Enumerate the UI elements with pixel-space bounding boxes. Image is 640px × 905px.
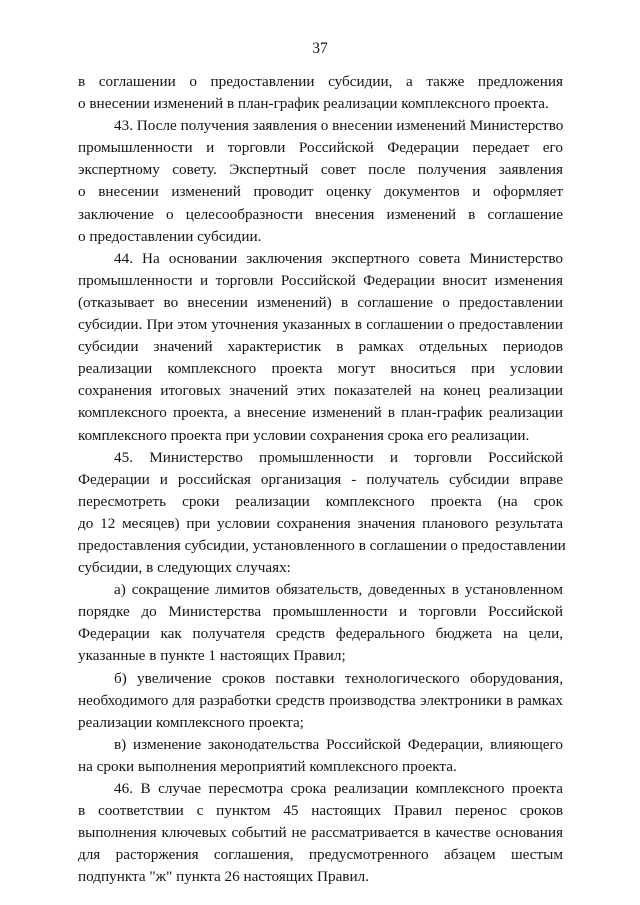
paragraph-line: предоставления субсидии, установленного в соглашении о предоставлении — [78, 536, 566, 554]
paragraph-line: 45. Министерство промышленности и торговли Российской — [114, 448, 563, 466]
paragraph — [78, 778, 563, 888]
paragraph-line: Федерации как получателя средств федерального бюджета на цели, — [78, 625, 563, 643]
paragraph-line: экспертному совету. Экспертный совет после получения заявления — [78, 161, 563, 179]
paragraph-line: субсидии, в следующих случаях: — [78, 559, 291, 577]
paragraph-line: комплексного проекта при условии сохранения срока его реализации. — [78, 426, 530, 444]
document-body — [78, 71, 566, 888]
paragraph-line: необходимого для разработки средств производства электроники в рамках — [78, 691, 563, 709]
paragraph-line: 44. На основании заключения экспертного совета Министерство — [114, 249, 563, 267]
paragraph-line: порядке до Министерства промышленности и торговли Российской — [78, 603, 563, 621]
paragraph-line: комплексного проекта, а внесение изменений в план-график реализации — [78, 404, 563, 422]
paragraph-line: подпункта "ж" пункта 26 настоящих Правил. — [78, 868, 369, 886]
paragraph-line: Федерации и российская организация - получатель субсидии вправе — [78, 470, 563, 488]
paragraph-line: в) изменение законодательства Российской Федерации, влияющего — [114, 735, 563, 753]
paragraph — [78, 579, 563, 667]
paragraph-line: 46. В случае пересмотра срока реализации комплексного проекта — [114, 780, 563, 797]
paragraph-line: заключение о целесообразности внесения изменений в соглашение — [78, 205, 563, 223]
paragraph — [78, 447, 566, 580]
paragraph-line: сохранения итоговых значений этих показателей на конец реализации — [78, 382, 563, 400]
paragraph — [78, 668, 563, 734]
paragraph-line: указанные в пункте 1 настоящих Правил; — [78, 647, 346, 665]
paragraph-line: о внесении изменений в план-график реализации комплексного проекта. — [78, 95, 549, 113]
paragraph-line: субсидии. При этом уточнения указанных в соглашении о предоставлении — [78, 316, 563, 334]
paragraph-line: на сроки выполнения мероприятий комплексного проекта. — [78, 757, 457, 775]
paragraph — [78, 734, 563, 778]
paragraph — [78, 71, 563, 115]
paragraph — [78, 115, 563, 248]
paragraph-line: (отказывает во внесении изменений) в соглашение о предоставлении — [78, 293, 563, 311]
paragraph-line: выполнения ключевых событий не рассматривается в качестве основания — [78, 824, 563, 842]
paragraph-line: для расторжения соглашения, предусмотренного абзацем шестым — [78, 846, 563, 864]
paragraph-line: в соглашении о предоставлении субсидии, а также предложения — [78, 73, 563, 90]
paragraph-line: субсидии значений характеристик в рамках отдельных периодов — [78, 338, 563, 356]
paragraph-line: в соответствии с пунктом 45 настоящих Правил перенос сроков — [78, 802, 563, 820]
paragraph-line: до 12 месяцев) при условии сохранения значения планового результата — [78, 514, 563, 532]
page-number: 37 — [312, 40, 328, 57]
paragraph-line: пересмотреть сроки реализации комплексного проекта (на срок — [78, 492, 563, 510]
paragraph-line: о предоставлении субсидии. — [78, 227, 262, 245]
paragraph-line: промышленности и торговли Российской Федерации передает его — [78, 139, 563, 157]
paragraph-line: реализации комплексного проекта; — [78, 713, 304, 731]
paragraph-line: промышленности и торговли Российской Федерации вносит изменения — [78, 271, 563, 289]
paragraph-line: 43. После получения заявления о внесении изменений Министерство — [114, 117, 564, 135]
paragraph-line: о внесении изменений проводит оценку документов и оформляет — [78, 183, 563, 201]
paragraph-line: реализации комплексного проекта могут вноситься при условии — [78, 360, 563, 378]
paragraph-line: а) сокращение лимитов обязательств, доведенных в установленном — [114, 581, 563, 599]
paragraph-line: б) увеличение сроков поставки технологического оборудования, — [114, 669, 563, 687]
paragraph — [78, 248, 563, 447]
